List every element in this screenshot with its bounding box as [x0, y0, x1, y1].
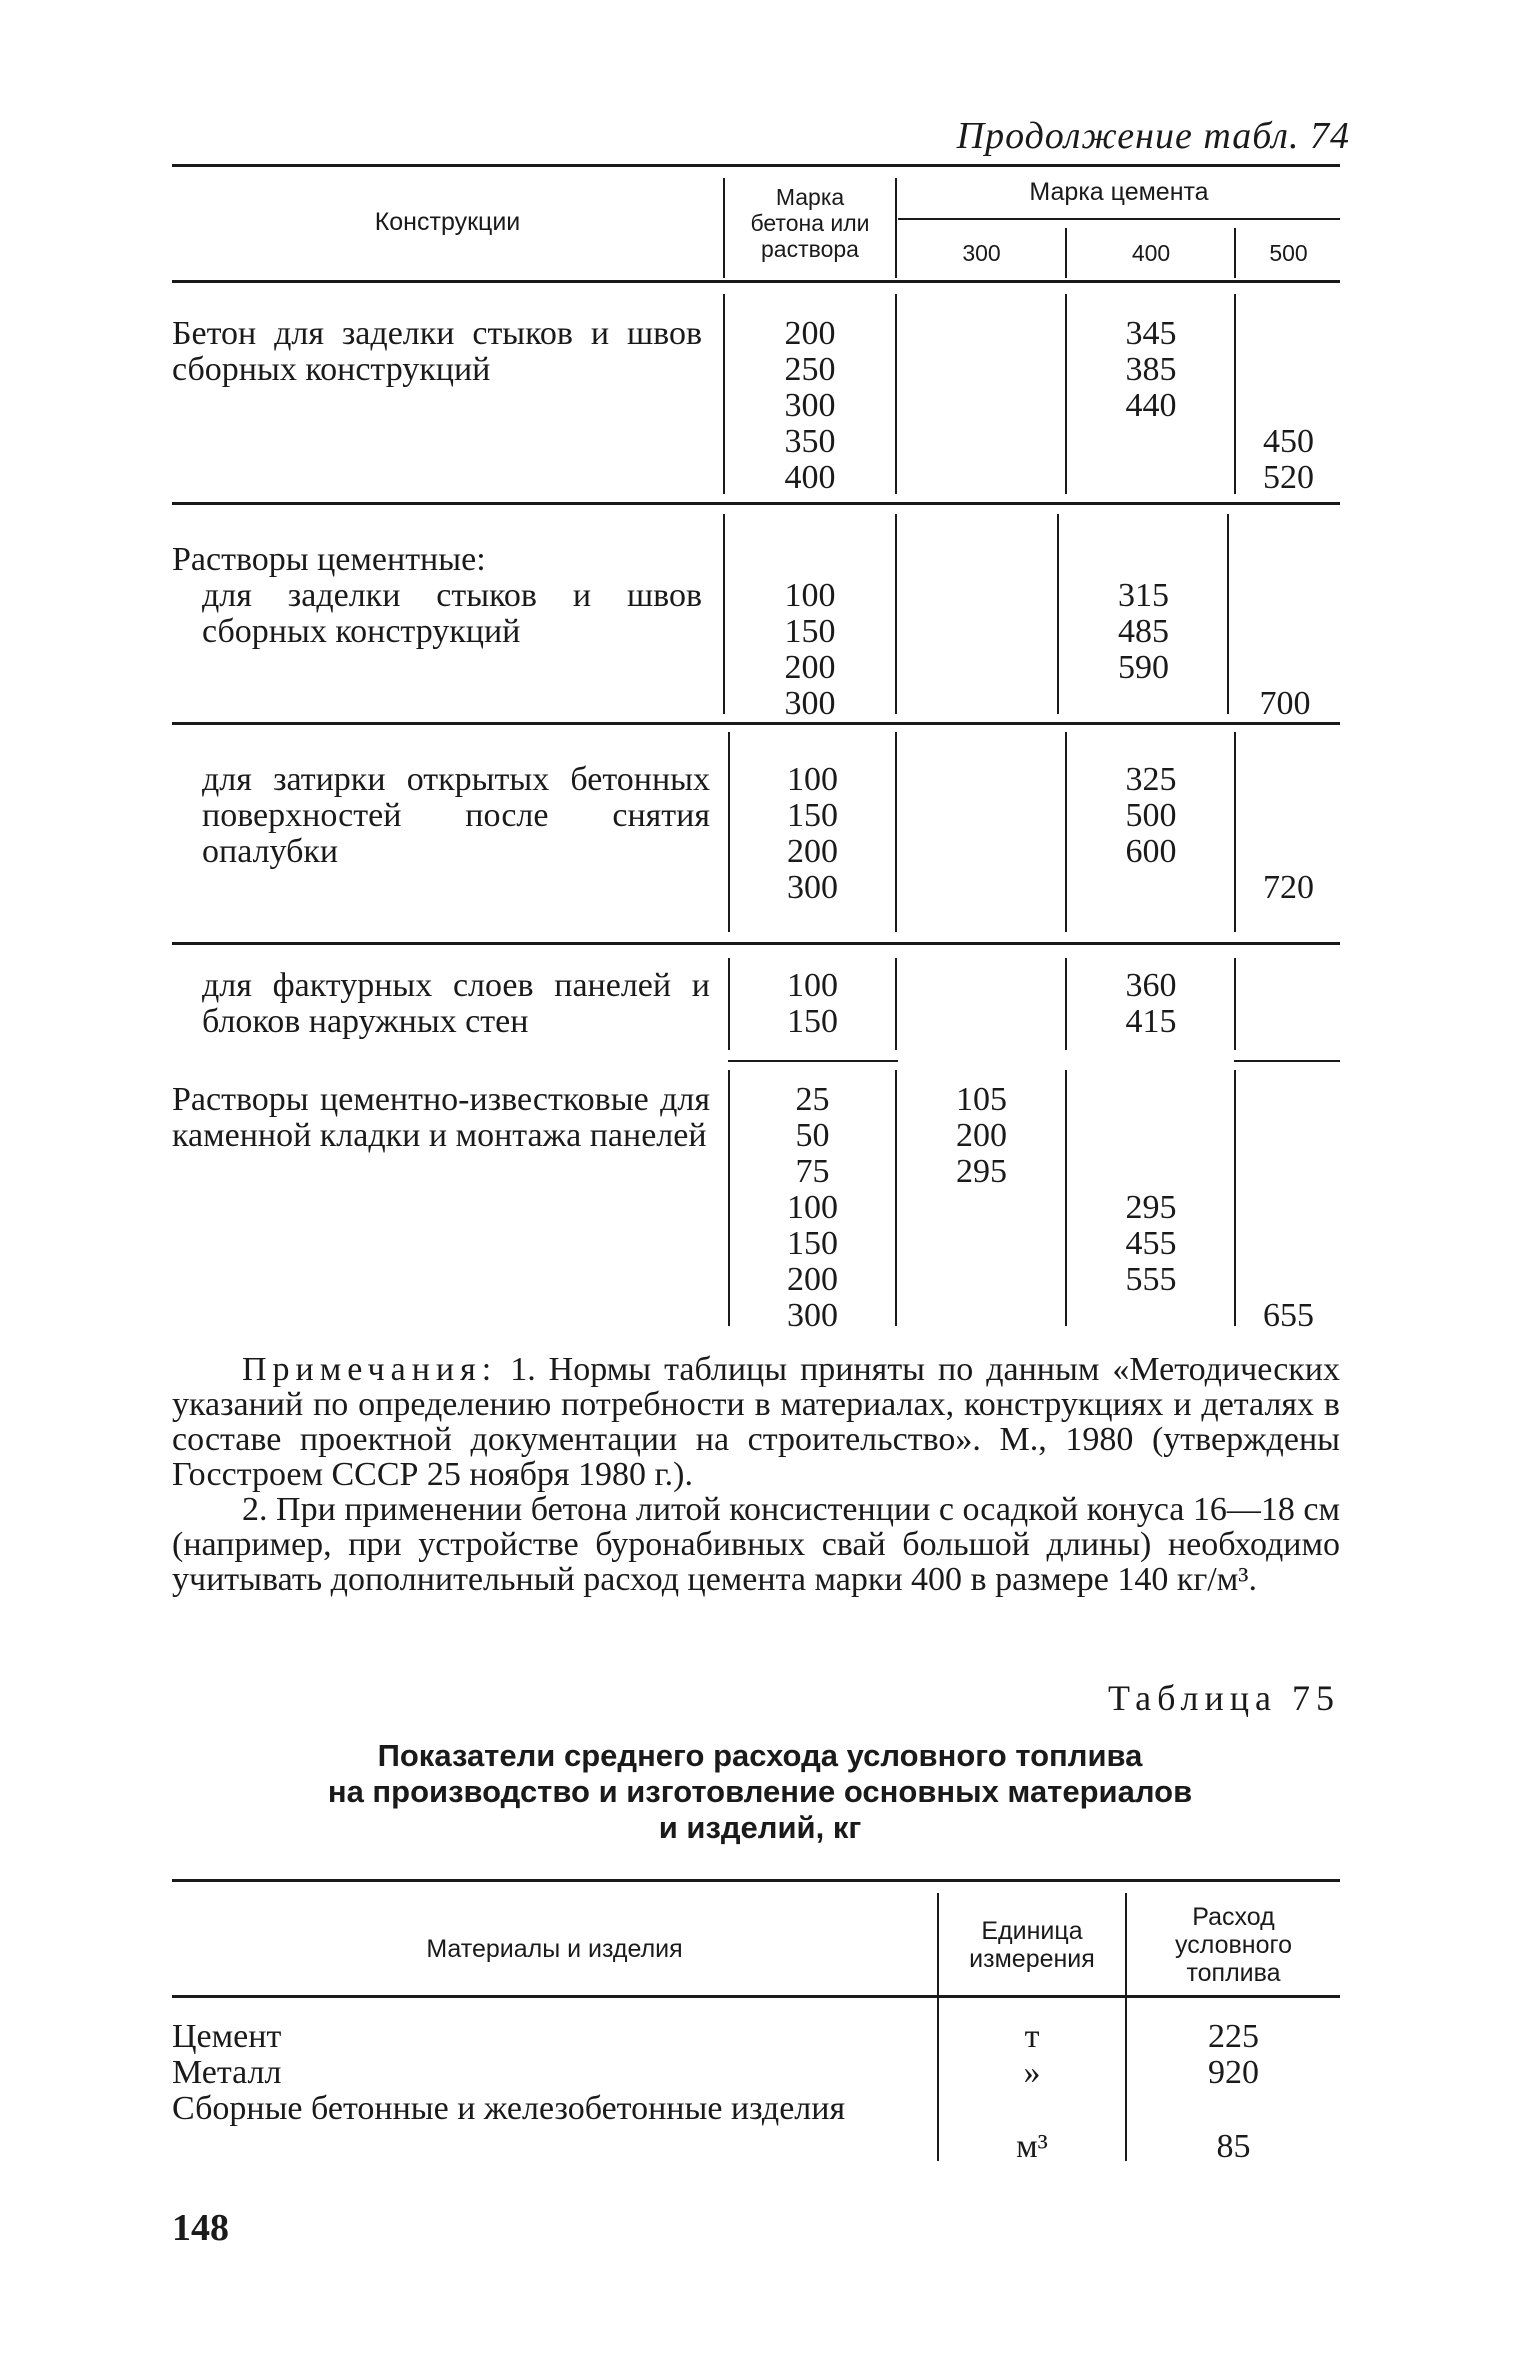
notes-label: Примечания:: [242, 1351, 498, 1388]
notes: [172, 1352, 1340, 1597]
header-cement-grade: Марка цемента: [1029, 178, 1209, 206]
row-cement-unit: т: [1024, 2018, 1040, 2055]
row-divider: [895, 294, 897, 494]
row2-desc: для заделки стыков и швов сборных конструкций: [202, 577, 702, 650]
row-divider: [1065, 958, 1067, 1050]
row-divider: [895, 732, 897, 932]
row-rule: [172, 722, 1340, 725]
row5-grades: 25 50 75 100 150 200 300: [787, 1081, 838, 1334]
row3-c500: 720: [1263, 869, 1314, 906]
row2-c400: 315 485 590: [1118, 577, 1169, 686]
row2-c500: 700: [1259, 685, 1311, 722]
row5-c500: 655: [1263, 1297, 1314, 1334]
header-c300: 300: [962, 240, 1001, 266]
row-metal-value: 920: [1208, 2054, 1259, 2091]
row4-grades: 100 150: [787, 967, 838, 1040]
row5-c300: 105 200 295: [956, 1081, 1007, 1190]
header-divider: [895, 178, 897, 278]
header-unit: Единица измерения: [969, 1917, 1095, 1973]
row3-desc: для затирки открытых бетонных поверхностей после снятия опалубки: [202, 761, 710, 870]
table-75-label: Таблица 75: [1108, 1678, 1340, 1718]
row-divider: [1234, 1070, 1236, 1326]
row-divider: [1065, 732, 1067, 932]
table-75: [172, 1879, 1340, 2169]
row-cement-value: 225: [1208, 2018, 1259, 2055]
row4-c400: 360 415: [1125, 967, 1177, 1040]
table-top-rule: [172, 1879, 1340, 1882]
row-rule: [172, 942, 1340, 945]
row1-grades: 200 250 300 350 400: [784, 315, 836, 496]
row-precast-name: Сборные бетонные и железобетонные изделия: [172, 2090, 846, 2127]
row-precast-unit: м³: [1016, 2128, 1048, 2165]
row-divider: [1234, 732, 1236, 932]
row1-desc: Бетон для заделки стыков и швов сборных конструкций: [172, 315, 702, 388]
table-75-title: Показатели среднего расхода условного топлива на производство и изготовление основных материалов и изделий, кг: [327, 1738, 1193, 1845]
page-number: 148: [172, 2207, 229, 2249]
cement-header-rule: [898, 218, 1340, 220]
row-divider: [1234, 958, 1236, 1050]
row-metal-name: Металл: [172, 2054, 282, 2091]
row2-grades: 100 150 200 300: [784, 577, 836, 722]
row-divider: [895, 958, 897, 1050]
header-c500: 500: [1269, 240, 1308, 266]
note-2: 2. При применении бетона литой консистенции с осадкой конуса 16—18 см (например, при устройстве буронабивных свай большой длины) необходимо учитывать дополнительный расход цемента марки 400 в размере 140 кг/м³.: [172, 1491, 1340, 1598]
header-bottom-rule: [172, 1995, 1340, 1998]
row-divider: [1227, 514, 1229, 714]
row-metal-unit: »: [1023, 2054, 1041, 2091]
row-rule: [172, 502, 1340, 505]
header-bottom-rule: [172, 280, 1340, 283]
row5-c400: 295 455 555: [1125, 1189, 1177, 1298]
header-constructions: Конструкции: [374, 208, 521, 236]
row4-desc: для фактурных слоев панелей и блоков наружных стен: [202, 967, 710, 1040]
note-1: 1. Нормы таблицы приняты по данным «Методических указаний по определению потребности в материалах, конструкциях и деталях в составе проектной документации на строительство». М., 1980 (утверждены Госстроем СССР 25 ноября 1980 г.).: [172, 1351, 1340, 1493]
row-divider: [895, 1070, 897, 1326]
row-divider: [1234, 294, 1236, 494]
row-cement-name: Цемент: [172, 2018, 282, 2055]
row-rule: [728, 1060, 898, 1062]
row3-c400: 325 500 600: [1125, 761, 1177, 870]
row2-heading: Растворы цементные:: [172, 541, 486, 578]
row-rule: [1234, 1060, 1340, 1062]
header-divider: [1065, 228, 1067, 278]
header-grade: Марка бетона или раствора: [750, 184, 870, 262]
header-divider: [1234, 228, 1236, 278]
table-top-rule: [172, 164, 1340, 167]
row-divider: [895, 514, 897, 714]
row3-grades: 100 150 200 300: [787, 761, 838, 906]
row-divider: [1065, 1070, 1067, 1326]
row-divider: [1065, 294, 1067, 494]
header-consumption: Расход условного топлива: [1175, 1903, 1292, 1987]
table-74: [172, 164, 1340, 1344]
continuation-title: Продолжение табл. 74: [956, 115, 1350, 157]
row-precast-value: 85: [1216, 2128, 1251, 2165]
header-c400: 400: [1131, 240, 1171, 266]
row1-c400: 345 385 440: [1125, 315, 1177, 424]
row5-desc: Растворы цементно-известковые для каменной кладки и монтажа панелей: [172, 1081, 710, 1154]
header-materials: Материалы и изделия: [426, 1935, 683, 1963]
row-divider: [1057, 514, 1059, 714]
row1-c500: 450 520: [1263, 423, 1314, 496]
